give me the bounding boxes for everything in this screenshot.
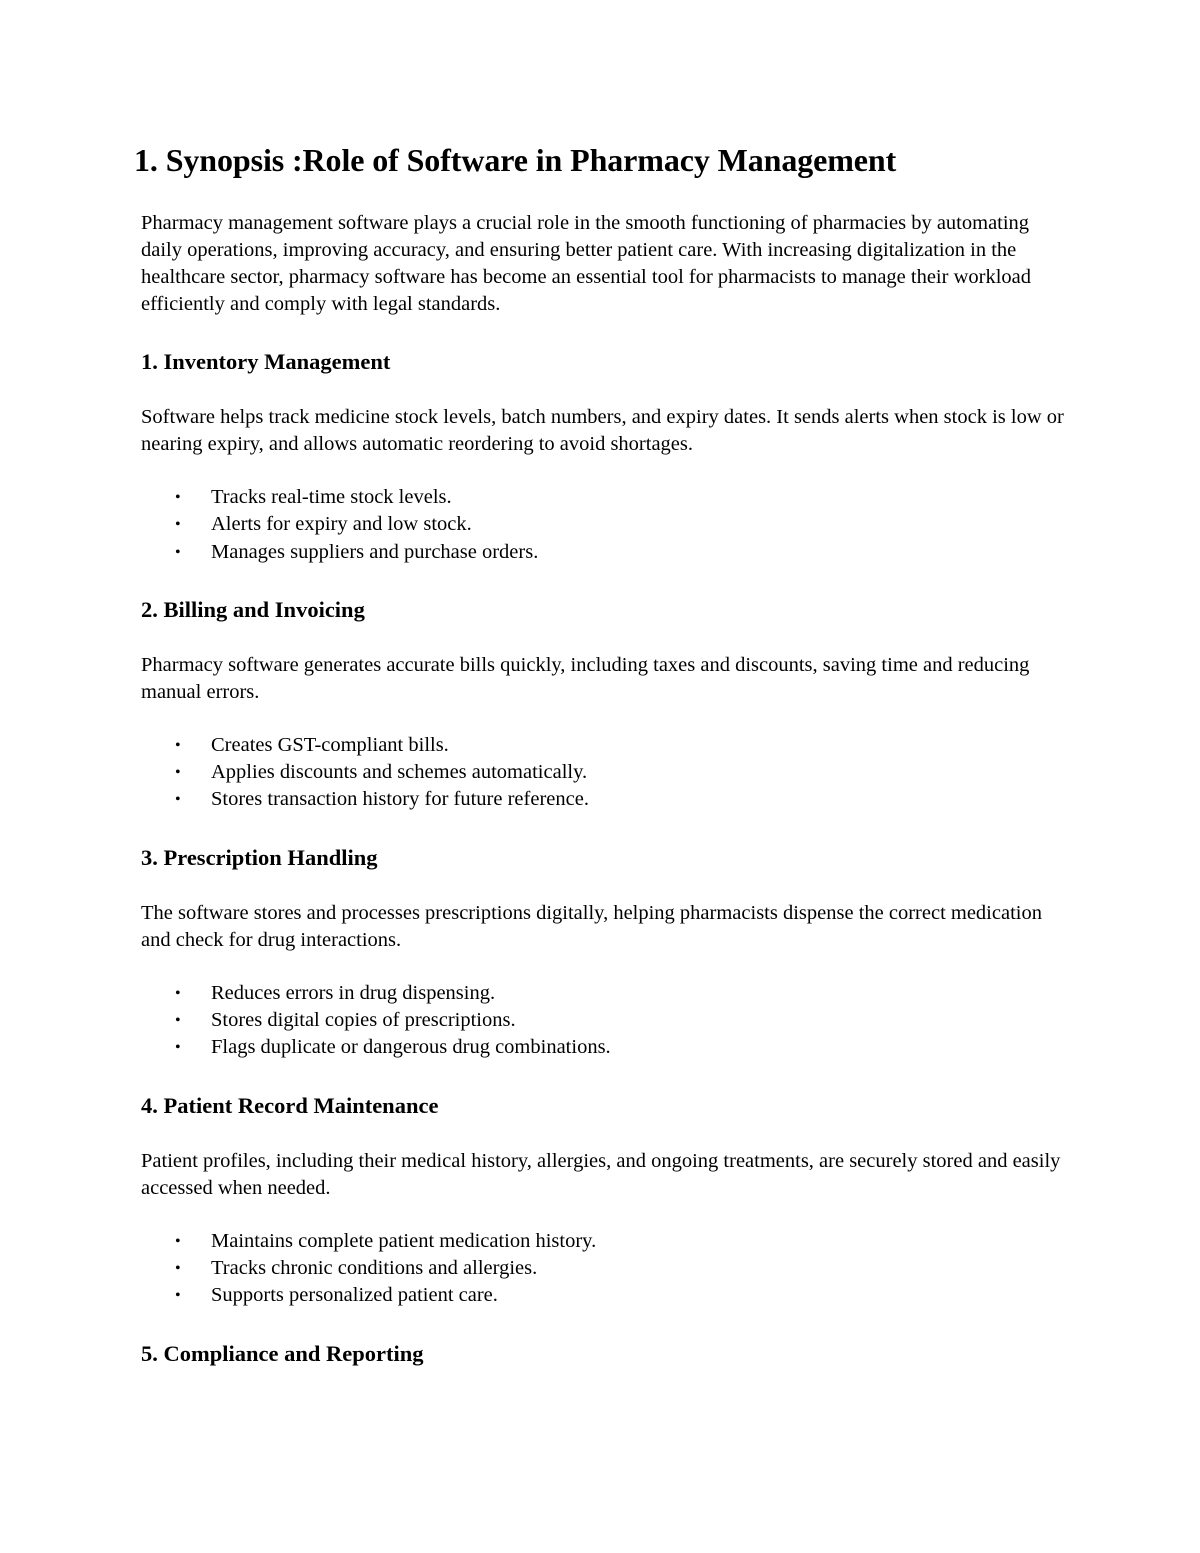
bullet-icon: •	[175, 1232, 181, 1250]
list-item	[141, 1007, 1071, 1034]
bullet-list	[141, 1228, 1071, 1310]
section-paragraph: Software helps track medicine stock levels, batch numbers, and expiry dates. It sends alerts when stock is low or nearing expiry, and allows automatic reordering to avoid shortages.	[141, 406, 1064, 455]
document-section	[141, 1340, 1071, 1368]
list-item	[141, 539, 1071, 566]
bullet-list	[141, 732, 1071, 814]
document-section	[141, 844, 1071, 1062]
list-item-text: Alerts for expiry and low stock.	[211, 513, 472, 536]
list-item-text: Supports personalized patient care.	[211, 1284, 498, 1307]
list-item	[141, 759, 1071, 786]
section-paragraph: Pharmacy software generates accurate bills quickly, including taxes and discounts, saving time and reducing manual errors.	[141, 653, 1030, 703]
bullet-icon: •	[175, 543, 181, 561]
list-item-text: Applies discounts and schemes automatically.	[211, 761, 588, 784]
bullet-icon: •	[175, 984, 181, 1002]
intro-paragraph: Pharmacy management software plays a crucial role in the smooth functioning of pharmacies by automating daily operations, improving accuracy, and ensuring better patient care. With increasing digitalization in the healthcare sector, pharmacy software has become an essential tool for pharmacists to manage their workload efficiently and comply with legal standards.	[141, 212, 1032, 315]
section-paragraph: Patient profiles, including their medical history, allergies, and ongoing treatments, are securely stored and easily accessed when needed.	[141, 1149, 1061, 1199]
list-item	[141, 1228, 1071, 1255]
bullet-icon: •	[175, 516, 181, 534]
list-item	[141, 1034, 1071, 1061]
document-section	[141, 596, 1071, 814]
document-title: 1. Synopsis :Role of Software in Pharmacy Management	[134, 142, 897, 178]
bullet-icon: •	[175, 736, 181, 754]
list-item-text: Maintains complete patient medication history.	[211, 1229, 597, 1252]
list-item	[141, 511, 1071, 538]
bullet-list	[141, 484, 1071, 566]
list-item-text: Tracks chronic conditions and allergies.	[211, 1256, 538, 1279]
list-item-text: Creates GST-compliant bills.	[211, 733, 449, 756]
list-item-text: Stores transaction history for future reference.	[211, 788, 589, 811]
document-content	[134, 140, 1071, 1368]
sections-container	[141, 348, 1071, 1368]
list-item	[141, 732, 1071, 759]
bullet-list	[141, 980, 1071, 1062]
section-heading: 4. Patient Record Maintenance	[141, 1092, 439, 1118]
section-paragraph: The software stores and processes prescriptions digitally, helping pharmacists dispense the correct medication and check for drug interactions.	[141, 901, 1042, 951]
section-heading: 3. Prescription Handling	[141, 844, 378, 870]
bullet-icon: •	[175, 1012, 181, 1030]
list-item	[141, 1255, 1071, 1282]
list-item-text: Stores digital copies of prescriptions.	[211, 1009, 516, 1032]
bullet-icon: •	[175, 791, 181, 809]
list-item-text: Tracks real-time stock levels.	[211, 486, 452, 508]
bullet-icon: •	[175, 1259, 181, 1277]
document-section	[141, 1092, 1071, 1310]
bullet-icon: •	[175, 1287, 181, 1305]
list-item-text: Flags duplicate or dangerous drug combinations.	[211, 1036, 611, 1059]
list-item	[141, 484, 1071, 511]
section-heading: 2. Billing and Invoicing	[141, 596, 365, 622]
list-item-text: Reduces errors in drug dispensing.	[211, 981, 496, 1004]
bullet-icon: •	[175, 764, 181, 782]
section-heading: 5. Compliance and Reporting	[141, 1340, 424, 1366]
list-item	[141, 980, 1071, 1007]
list-item	[141, 786, 1071, 813]
bullet-icon: •	[175, 1039, 181, 1057]
document-section	[141, 348, 1071, 566]
list-item-text: Manages suppliers and purchase orders.	[211, 540, 539, 563]
list-item	[141, 1282, 1071, 1309]
bullet-icon: •	[175, 489, 181, 506]
section-heading: 1. Inventory Management	[141, 349, 391, 374]
